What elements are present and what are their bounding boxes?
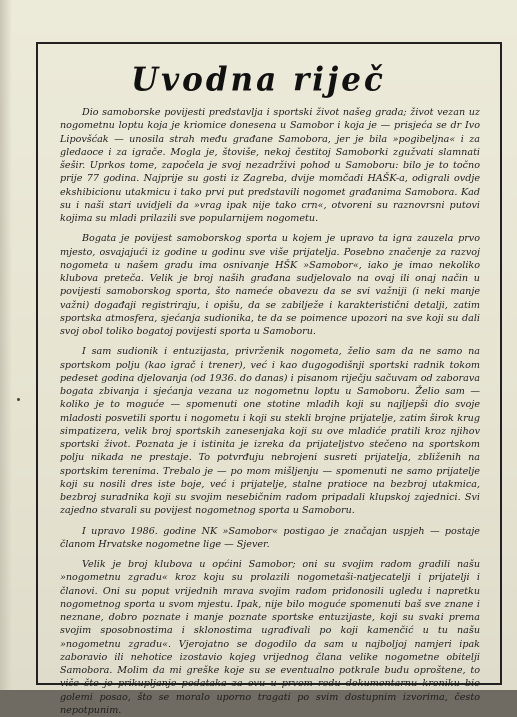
paragraph: I upravo 1986. godine NK »Samobor« postigao je značajan uspjeh — postaje članom Hrvatske nogometne lige — Sjever. (60, 525, 480, 550)
paragraph: Velik je broj klubova u općini Samobor; oni su svojim radom gradili našu »nogometnu zgradu« kroz koju su prolazili nogometaši-natjecatelji i prijatelji i članovi. Oni su poput vrijednih mrava svojim radom pridonosili ugledu i napretku nogometnog sporta u svom mjestu. Ipak, nije bilo moguće spomenuti baš sve znane i neznane, dobro poznate i manje poznate sportske entuzijaste, koji su svaki prema svojim sposobnostima i sklonostima ugrađivali po koji kamenčić u tu našu »nogometnu zgradu«. Vjerojatno se dogodilo da sam u najboljoj namjeri ipak zaboravio ili nehotice izostavio kojeg vrijednog člana velike nogometne obitelji Samobora. Molim da mi greške koje su se eventualno potkrale budu oproštene, to više što je prikupljanje podataka za ovu u prvom redu dokumentarnu kroniku bio golemi posao, što se moralo uporno tragati po svim dostupnim izvorima, često nepotpunim. (60, 559, 480, 716)
speck-mark (17, 398, 20, 401)
paragraph: Dio samoborske povijesti predstavlja i sportski život našeg grada; život vezan uz nogometnu loptu koja je kriomice donesena u Samobor i koja je — prisjeća se dr Ivo Lipovšćak — unosila strah među građane Samobora, jer je bila »pogibeljna« i za gledaoce i za igrače. Mogla je, štoviše, nekoj čestitoj Samoborki zgužvati slamnati šešir. Uprkos tome, započela je svoj nezadrživi pohod u Samoboru: bilo je to točno prije 77 godina. Najprije su gosti iz Zagreba, dvije momčadi HAŠK-a, odigrali ovdje ekshibicionu utakmicu i tako prvi put predstavili nogomet građanima Samobora. Kad su i naši stari uvidjeli da »vrag ipak nije tako crn«, otvoreni su raznovrsni putovi kojima su mladi prilazili sve popularnijem nogometu. (60, 107, 480, 224)
binding-shadow (0, 0, 12, 690)
paragraph: I sam sudionik i entuzijasta, privrženik nogometa, želio sam da ne samo na sportskom polju (kao igrač i trener), već i kao dugogodišnji sportski radnik tokom pedeset godina djelovanja (od 1936. do danas) i pisanom riječju sačuvam od zaborava bogata zbivanja i sjećanja vezana uz nogometnu loptu u Samoboru. Želio sam — koliko je to moguće — spomenuti one stotine mladih koji su najljepši dio svoje mladosti posvetili sportu i nogometu i koji su stekli brojne prijatelje, zatim širok krug simpatizera, velik broj sportskih zanesenjaka koji su ove mladiće pratili kroz njihov sportski život. Poznata je i istinita je izreka da prijateljstvo stečeno na sportskom polju nikada ne prestaje. To potvrđuju nebrojeni susreti prijatelja, zbliženih na sportskim terenima. Trebalo je — po mom mišljenju — spomenuti ne samo prijatelje koji su nosili dres iste boje, već i prijatelje, stalne pratioce na bezbroj utakmica, bezbroj suradnika koji su svojim nesebičnim radom pripadali klupskoj zajednici. Svi zajedno stvarali su povijest nogometnog sporta u Samoboru. (60, 346, 480, 517)
introduction-text (60, 106, 480, 717)
paragraph: Bogata je povijest samoborskog sporta u kojem je upravo ta igra zauzela prvo mjesto, osvajajući iz godine u godinu sve više prijatelja. Posebno značenje za razvoj nogometa u našem gradu ima osnivanje HŠK »Samobor«, iako je imao nekoliko klubova preteča. Velik je broj naših građana sudjelovalo na ovaj ili onaj način u povijesti samoborskog sporta, što nameće obavezu da se svi važniji (i neki manje važni) događaji registriraju, i opišu, da se zabilježe i karakteristični detalji, zatim sportska atmosfera, sjećanja sudionika, te da se poimence upozori na sve koji su dali svoj obol toliko bogatoj povijesti sporta u Samoboru. (60, 233, 480, 337)
page-title: Uvodna riječ (131, 61, 386, 99)
